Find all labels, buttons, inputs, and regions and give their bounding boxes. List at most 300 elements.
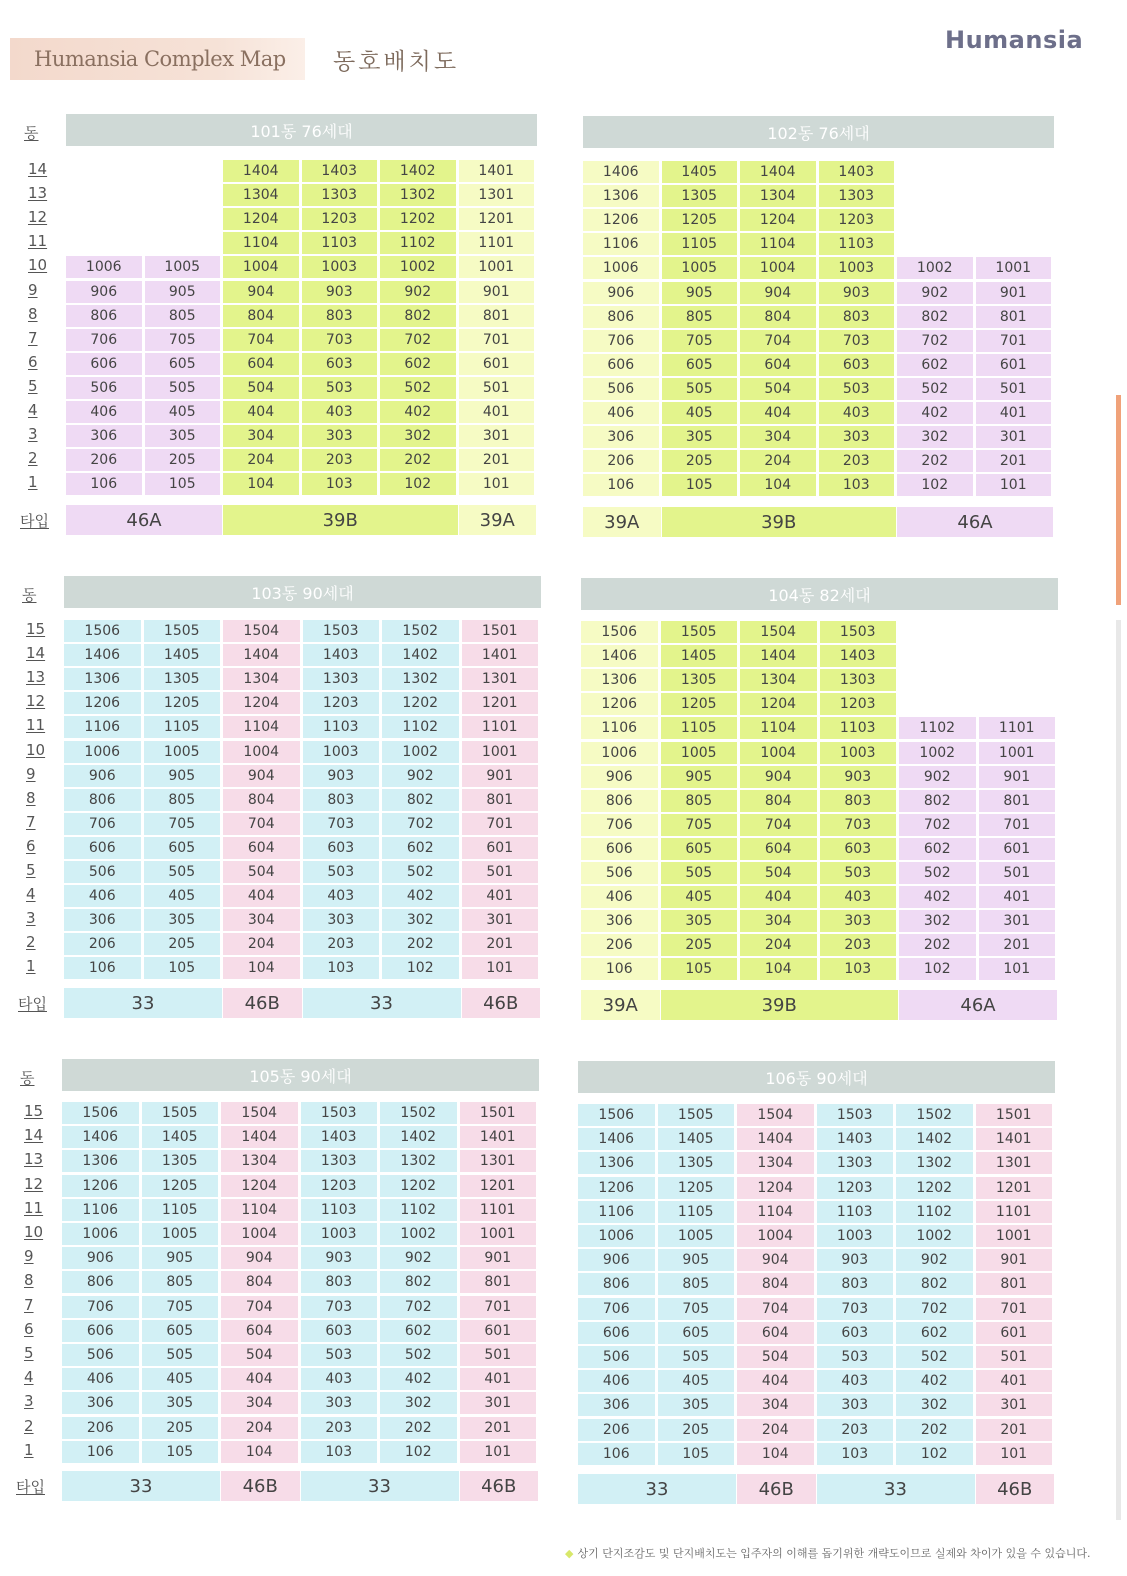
unit-cell: 1306 bbox=[583, 185, 659, 207]
unit-cell: 105 bbox=[662, 474, 738, 496]
unit-cell: 1306 bbox=[62, 1150, 139, 1172]
unit-cell: 604 bbox=[737, 1322, 814, 1344]
unit-type-cell: 46B bbox=[737, 1474, 816, 1504]
unit-cell: 1201 bbox=[462, 692, 539, 714]
unit-cell: 1301 bbox=[462, 668, 539, 690]
unit-cell: 202 bbox=[899, 934, 976, 956]
unit-cell: 602 bbox=[897, 354, 973, 376]
unit-cell: 503 bbox=[820, 862, 897, 884]
unit-cell: 205 bbox=[145, 449, 221, 471]
unit-cell: 101 bbox=[979, 958, 1056, 980]
unit-cell: 305 bbox=[662, 426, 738, 448]
unit-cell: 1004 bbox=[740, 742, 817, 764]
unit-cell: 901 bbox=[459, 281, 535, 303]
unit-cell: 1206 bbox=[64, 692, 141, 714]
unit-cell: 501 bbox=[460, 1344, 537, 1366]
unit-cell: 901 bbox=[460, 1247, 537, 1269]
logo-wordmark: Humansia bbox=[945, 26, 1084, 54]
unit-cell: 1302 bbox=[380, 184, 456, 206]
unit-cell: 806 bbox=[583, 306, 659, 328]
unit-cell: 1205 bbox=[142, 1175, 219, 1197]
floor-label: 13 bbox=[26, 668, 46, 687]
unit-cell: 901 bbox=[462, 765, 539, 787]
unit-cell: 501 bbox=[462, 861, 539, 883]
unit-cell: 704 bbox=[737, 1298, 814, 1320]
unit-cell: 1403 bbox=[301, 1126, 378, 1148]
unit-cell: 206 bbox=[581, 934, 658, 956]
floor-label: 4 bbox=[24, 1368, 34, 1387]
unit-cell: 1102 bbox=[896, 1201, 973, 1223]
unit-cell: 103 bbox=[820, 958, 897, 980]
unit-cell: 706 bbox=[62, 1296, 139, 1318]
unit-cell: 801 bbox=[976, 306, 1052, 328]
unit-cell: 804 bbox=[740, 306, 816, 328]
unit-cell: 1406 bbox=[583, 161, 659, 183]
unit-cell: 606 bbox=[66, 353, 142, 375]
empty-cell bbox=[899, 621, 976, 643]
unit-type-cell: 33 bbox=[301, 1471, 459, 1501]
unit-cell: 601 bbox=[462, 837, 539, 859]
floor-label: 14 bbox=[28, 160, 48, 178]
floor-label: 3 bbox=[26, 909, 36, 928]
unit-cell: 702 bbox=[382, 813, 459, 835]
unit-cell: 703 bbox=[820, 814, 897, 836]
unit-cell: 403 bbox=[820, 886, 897, 908]
unit-cell: 201 bbox=[976, 1419, 1053, 1441]
unit-cell: 102 bbox=[380, 1441, 457, 1463]
unit-cell: 1304 bbox=[740, 669, 817, 691]
unit-cell: 305 bbox=[142, 1392, 219, 1414]
unit-cell: 1402 bbox=[382, 644, 459, 666]
unit-cell: 303 bbox=[820, 910, 897, 932]
unit-cell: 505 bbox=[661, 862, 738, 884]
unit-cell: 1303 bbox=[817, 1152, 894, 1174]
unit-cell: 1506 bbox=[578, 1104, 655, 1126]
unit-cell: 903 bbox=[819, 282, 895, 304]
unit-cell: 1303 bbox=[301, 1150, 378, 1172]
unit-cell: 604 bbox=[740, 354, 816, 376]
unit-cell: 1404 bbox=[740, 645, 817, 667]
empty-cell bbox=[899, 693, 976, 715]
unit-cell: 1001 bbox=[979, 742, 1056, 764]
unit-cell: 201 bbox=[459, 449, 535, 471]
unit-cell: 701 bbox=[979, 814, 1056, 836]
unit-cell: 704 bbox=[223, 329, 299, 351]
unit-cell: 806 bbox=[581, 790, 658, 812]
unit-type-cell: 46B bbox=[221, 1471, 300, 1501]
unit-cell: 1204 bbox=[223, 208, 299, 230]
unit-cell: 1505 bbox=[658, 1104, 735, 1126]
unit-cell: 502 bbox=[382, 861, 459, 883]
unit-cell: 602 bbox=[380, 353, 456, 375]
unit-cell: 1103 bbox=[301, 1199, 378, 1221]
unit-cell: 605 bbox=[658, 1322, 735, 1344]
empty-cell bbox=[899, 645, 976, 667]
unit-cell: 806 bbox=[578, 1273, 655, 1295]
unit-cell: 1003 bbox=[820, 742, 897, 764]
dong-label: 동 bbox=[20, 1069, 35, 1087]
unit-cell: 805 bbox=[658, 1273, 735, 1295]
unit-cell: 106 bbox=[66, 473, 142, 495]
unit-cell: 1504 bbox=[221, 1102, 298, 1124]
unit-cell: 1503 bbox=[301, 1102, 378, 1124]
unit-type-cell: 46B bbox=[976, 1474, 1055, 1504]
unit-cell: 1002 bbox=[380, 1223, 457, 1245]
unit-cell: 1206 bbox=[581, 693, 658, 715]
unit-cell: 1406 bbox=[578, 1128, 655, 1150]
unit-cell: 805 bbox=[145, 305, 221, 327]
unit-cell: 601 bbox=[976, 354, 1052, 376]
unit-cell: 104 bbox=[737, 1443, 814, 1465]
unit-cell: 1303 bbox=[303, 668, 380, 690]
type-label: 타입 bbox=[20, 512, 49, 530]
unit-cell: 103 bbox=[303, 957, 380, 979]
unit-cell: 706 bbox=[64, 813, 141, 835]
unit-cell: 501 bbox=[976, 1346, 1053, 1368]
unit-cell: 502 bbox=[899, 862, 976, 884]
floor-label: 5 bbox=[26, 861, 36, 879]
unit-cell: 1202 bbox=[896, 1177, 973, 1199]
empty-cell bbox=[66, 160, 142, 182]
dong-label: 동 bbox=[22, 586, 37, 604]
floor-label: 12 bbox=[28, 208, 48, 227]
unit-cell: 902 bbox=[380, 281, 456, 303]
unit-cell: 1002 bbox=[899, 742, 976, 764]
floor-label: 12 bbox=[24, 1174, 44, 1193]
empty-cell bbox=[145, 208, 221, 230]
unit-cell: 203 bbox=[820, 934, 897, 956]
unit-cell: 1203 bbox=[819, 209, 895, 231]
unit-cell: 1303 bbox=[820, 669, 897, 691]
unit-cell: 1005 bbox=[145, 256, 221, 278]
unit-cell: 1203 bbox=[820, 693, 897, 715]
unit-cell: 203 bbox=[302, 449, 378, 471]
floor-label: 2 bbox=[26, 933, 36, 952]
unit-cell: 1502 bbox=[896, 1104, 973, 1126]
unit-cell: 1502 bbox=[380, 1102, 457, 1124]
unit-type-cell: 33 bbox=[62, 1471, 220, 1501]
unit-cell: 201 bbox=[976, 450, 1052, 472]
unit-cell: 1001 bbox=[459, 256, 535, 278]
unit-cell: 504 bbox=[223, 377, 299, 399]
unit-cell: 1304 bbox=[223, 668, 300, 690]
unit-type-cell: 46A bbox=[66, 505, 222, 535]
bullet-icon: ◆ bbox=[565, 1547, 574, 1560]
unit-cell: 206 bbox=[578, 1419, 655, 1441]
unit-cell: 1006 bbox=[62, 1223, 139, 1245]
unit-cell: 105 bbox=[144, 957, 221, 979]
floor-label: 9 bbox=[26, 764, 36, 783]
complex-map-title: Humansia Complex Map bbox=[34, 47, 286, 71]
floor-label: 8 bbox=[28, 304, 38, 323]
unit-cell: 705 bbox=[662, 330, 738, 352]
unit-cell: 1403 bbox=[302, 160, 378, 182]
floor-label: 13 bbox=[28, 184, 48, 203]
unit-cell: 1006 bbox=[64, 741, 141, 763]
unit-cell: 903 bbox=[302, 281, 378, 303]
unit-cell: 601 bbox=[976, 1322, 1053, 1344]
unit-cell: 1204 bbox=[740, 209, 816, 231]
unit-cell: 1105 bbox=[661, 717, 738, 739]
unit-cell: 1101 bbox=[460, 1199, 537, 1221]
unit-cell: 1305 bbox=[661, 669, 738, 691]
unit-cell: 1103 bbox=[819, 233, 895, 255]
unit-cell: 701 bbox=[460, 1296, 537, 1318]
unit-cell: 402 bbox=[899, 886, 976, 908]
unit-cell: 205 bbox=[662, 450, 738, 472]
type-label: 타입 bbox=[16, 1478, 45, 1496]
empty-cell bbox=[976, 161, 1052, 183]
unit-cell: 1504 bbox=[740, 621, 817, 643]
unit-cell: 101 bbox=[976, 474, 1052, 496]
floor-label: 8 bbox=[26, 788, 36, 807]
unit-cell: 506 bbox=[578, 1346, 655, 1368]
unit-cell: 1006 bbox=[66, 256, 142, 278]
unit-cell: 105 bbox=[145, 473, 221, 495]
building-header: 105동 90세대 bbox=[62, 1059, 539, 1091]
unit-cell: 1301 bbox=[976, 1152, 1053, 1174]
unit-cell: 406 bbox=[583, 402, 659, 424]
unit-cell: 1004 bbox=[740, 257, 816, 279]
unit-cell: 303 bbox=[303, 909, 380, 931]
unit-cell: 1406 bbox=[62, 1126, 139, 1148]
unit-cell: 106 bbox=[581, 958, 658, 980]
floor-label: 6 bbox=[28, 352, 38, 371]
unit-cell: 703 bbox=[303, 813, 380, 835]
empty-cell bbox=[897, 209, 973, 231]
unit-cell: 1002 bbox=[897, 257, 973, 279]
unit-cell: 604 bbox=[740, 838, 817, 860]
unit-cell: 1003 bbox=[303, 741, 380, 763]
unit-cell: 202 bbox=[380, 1417, 457, 1439]
unit-cell: 1504 bbox=[737, 1104, 814, 1126]
unit-cell: 801 bbox=[976, 1273, 1053, 1295]
unit-cell: 901 bbox=[976, 282, 1052, 304]
unit-cell: 1306 bbox=[581, 669, 658, 691]
unit-cell: 905 bbox=[658, 1249, 735, 1271]
unit-cell: 401 bbox=[976, 1370, 1053, 1392]
floor-label: 10 bbox=[24, 1223, 44, 1241]
empty-cell bbox=[976, 233, 1052, 255]
empty-cell bbox=[979, 669, 1056, 691]
dong-label: 동 bbox=[24, 124, 39, 142]
unit-cell: 1202 bbox=[380, 1175, 457, 1197]
unit-cell: 1006 bbox=[581, 742, 658, 764]
unit-cell: 102 bbox=[896, 1443, 973, 1465]
unit-cell: 1403 bbox=[819, 161, 895, 183]
unit-cell: 305 bbox=[661, 910, 738, 932]
unit-cell: 1206 bbox=[583, 209, 659, 231]
unit-cell: 503 bbox=[302, 377, 378, 399]
unit-cell: 403 bbox=[819, 402, 895, 424]
empty-cell bbox=[897, 161, 973, 183]
unit-cell: 1304 bbox=[737, 1152, 814, 1174]
unit-cell: 301 bbox=[462, 909, 539, 931]
unit-cell: 104 bbox=[223, 473, 299, 495]
empty-cell bbox=[66, 208, 142, 230]
unit-cell: 104 bbox=[223, 957, 300, 979]
unit-cell: 1006 bbox=[578, 1225, 655, 1247]
floor-label: 10 bbox=[28, 256, 48, 275]
humansia-logo bbox=[945, 16, 1084, 54]
floor-label: 3 bbox=[28, 425, 38, 444]
unit-cell: 101 bbox=[460, 1441, 537, 1463]
unit-cell: 1201 bbox=[976, 1177, 1053, 1199]
unit-cell: 1204 bbox=[223, 692, 300, 714]
unit-cell: 605 bbox=[144, 837, 221, 859]
empty-cell bbox=[979, 621, 1056, 643]
unit-cell: 602 bbox=[380, 1320, 457, 1342]
unit-cell: 1201 bbox=[459, 208, 535, 230]
unit-cell: 905 bbox=[662, 282, 738, 304]
floor-label: 14 bbox=[24, 1126, 44, 1145]
unit-cell: 704 bbox=[221, 1296, 298, 1318]
unit-cell: 705 bbox=[661, 814, 738, 836]
unit-cell: 1505 bbox=[142, 1102, 219, 1124]
unit-cell: 904 bbox=[223, 281, 299, 303]
floor-label: 7 bbox=[26, 812, 36, 831]
unit-cell: 303 bbox=[302, 425, 378, 447]
unit-cell: 1406 bbox=[581, 645, 658, 667]
unit-layout-subtitle: 동호배치도 bbox=[333, 49, 460, 75]
floor-label: 5 bbox=[24, 1344, 34, 1362]
unit-cell: 1501 bbox=[460, 1102, 537, 1124]
unit-cell: 702 bbox=[897, 330, 973, 352]
unit-cell: 606 bbox=[64, 837, 141, 859]
unit-type-cell: 39B bbox=[662, 507, 897, 537]
unit-cell: 803 bbox=[819, 306, 895, 328]
unit-cell: 904 bbox=[223, 765, 300, 787]
unit-cell: 102 bbox=[897, 474, 973, 496]
unit-cell: 1505 bbox=[661, 621, 738, 643]
unit-cell: 503 bbox=[301, 1344, 378, 1366]
unit-cell: 905 bbox=[142, 1247, 219, 1269]
page-edge-tab bbox=[1116, 395, 1121, 605]
unit-cell: 502 bbox=[897, 378, 973, 400]
unit-cell: 803 bbox=[817, 1273, 894, 1295]
unit-cell: 1204 bbox=[740, 693, 817, 715]
unit-cell: 906 bbox=[581, 766, 658, 788]
unit-cell: 1402 bbox=[896, 1128, 973, 1150]
unit-cell: 1203 bbox=[817, 1177, 894, 1199]
unit-cell: 202 bbox=[382, 933, 459, 955]
unit-cell: 902 bbox=[382, 765, 459, 787]
unit-cell: 1505 bbox=[144, 620, 221, 642]
unit-cell: 603 bbox=[301, 1320, 378, 1342]
unit-cell: 1501 bbox=[976, 1104, 1053, 1126]
unit-cell: 1005 bbox=[661, 742, 738, 764]
unit-cell: 1401 bbox=[459, 160, 535, 182]
unit-cell: 302 bbox=[380, 1392, 457, 1414]
unit-cell: 506 bbox=[64, 861, 141, 883]
unit-cell: 304 bbox=[740, 426, 816, 448]
unit-cell: 104 bbox=[221, 1441, 298, 1463]
unit-cell: 502 bbox=[380, 1344, 457, 1366]
unit-cell: 1005 bbox=[662, 257, 738, 279]
unit-cell: 703 bbox=[817, 1298, 894, 1320]
unit-cell: 706 bbox=[581, 814, 658, 836]
unit-cell: 801 bbox=[460, 1271, 537, 1293]
unit-cell: 1101 bbox=[976, 1201, 1053, 1223]
unit-cell: 904 bbox=[221, 1247, 298, 1269]
unit-cell: 204 bbox=[740, 450, 816, 472]
unit-cell: 1106 bbox=[581, 717, 658, 739]
unit-cell: 1103 bbox=[817, 1201, 894, 1223]
unit-cell: 301 bbox=[460, 1392, 537, 1414]
unit-cell: 901 bbox=[976, 1249, 1053, 1271]
unit-cell: 1305 bbox=[662, 185, 738, 207]
unit-cell: 204 bbox=[223, 449, 299, 471]
unit-cell: 902 bbox=[899, 766, 976, 788]
empty-cell bbox=[897, 185, 973, 207]
unit-cell: 403 bbox=[817, 1370, 894, 1392]
empty-cell bbox=[66, 232, 142, 254]
unit-cell: 1404 bbox=[223, 160, 299, 182]
unit-cell: 1404 bbox=[737, 1128, 814, 1150]
floor-label: 15 bbox=[26, 620, 46, 638]
unit-cell: 702 bbox=[899, 814, 976, 836]
unit-cell: 801 bbox=[462, 789, 539, 811]
unit-cell: 204 bbox=[223, 933, 300, 955]
unit-cell: 105 bbox=[142, 1441, 219, 1463]
unit-cell: 402 bbox=[380, 1368, 457, 1390]
unit-cell: 906 bbox=[66, 281, 142, 303]
unit-cell: 505 bbox=[142, 1344, 219, 1366]
unit-cell: 305 bbox=[144, 909, 221, 931]
unit-cell: 1104 bbox=[223, 716, 300, 738]
unit-cell: 1003 bbox=[301, 1223, 378, 1245]
unit-cell: 504 bbox=[740, 378, 816, 400]
unit-cell: 1102 bbox=[380, 232, 456, 254]
unit-cell: 1006 bbox=[583, 257, 659, 279]
unit-cell: 301 bbox=[976, 426, 1052, 448]
floor-label: 7 bbox=[24, 1295, 34, 1314]
unit-cell: 1405 bbox=[144, 644, 221, 666]
unit-cell: 1004 bbox=[221, 1223, 298, 1245]
unit-cell: 405 bbox=[658, 1370, 735, 1392]
unit-cell: 1506 bbox=[64, 620, 141, 642]
empty-cell bbox=[897, 233, 973, 255]
unit-cell: 1005 bbox=[142, 1223, 219, 1245]
unit-cell: 304 bbox=[737, 1394, 814, 1416]
unit-cell: 1004 bbox=[223, 741, 300, 763]
unit-cell: 405 bbox=[144, 885, 221, 907]
unit-cell: 605 bbox=[145, 353, 221, 375]
unit-cell: 1302 bbox=[380, 1150, 457, 1172]
empty-cell bbox=[145, 232, 221, 254]
unit-cell: 705 bbox=[144, 813, 221, 835]
unit-cell: 904 bbox=[740, 766, 817, 788]
unit-cell: 1405 bbox=[662, 161, 738, 183]
unit-cell: 1106 bbox=[64, 716, 141, 738]
disclaimer-footnote bbox=[565, 1545, 1090, 1561]
unit-cell: 1203 bbox=[301, 1175, 378, 1197]
unit-cell: 403 bbox=[303, 885, 380, 907]
unit-cell: 106 bbox=[62, 1441, 139, 1463]
unit-cell: 303 bbox=[301, 1392, 378, 1414]
unit-cell: 706 bbox=[66, 329, 142, 351]
unit-cell: 1004 bbox=[737, 1225, 814, 1247]
unit-cell: 1101 bbox=[462, 716, 539, 738]
unit-cell: 304 bbox=[223, 909, 300, 931]
unit-cell: 405 bbox=[661, 886, 738, 908]
unit-cell: 401 bbox=[979, 886, 1056, 908]
unit-cell: 904 bbox=[740, 282, 816, 304]
unit-cell: 206 bbox=[62, 1417, 139, 1439]
unit-cell: 404 bbox=[737, 1370, 814, 1392]
unit-cell: 602 bbox=[899, 838, 976, 860]
unit-cell: 205 bbox=[661, 934, 738, 956]
